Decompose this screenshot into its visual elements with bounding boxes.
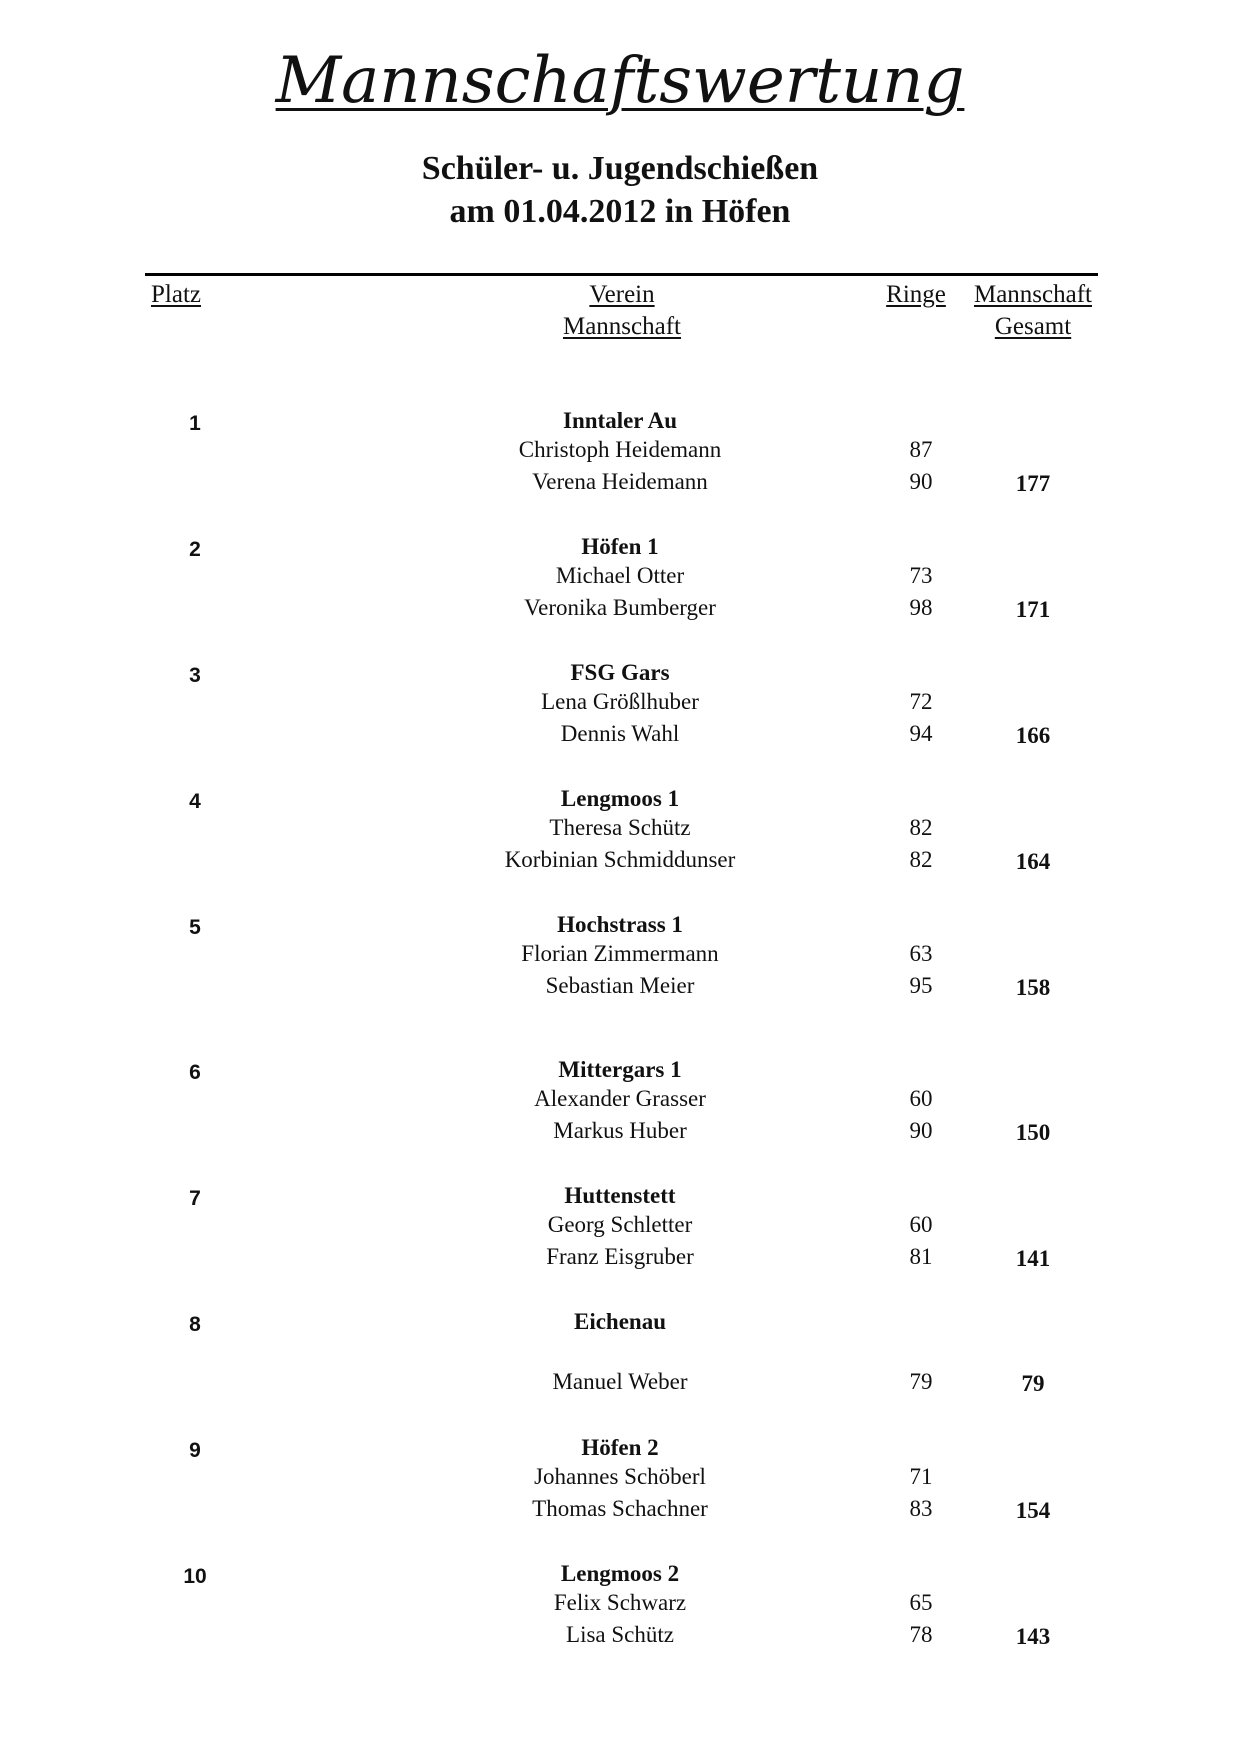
member-rings: 78 [909, 1622, 933, 1647]
team-club-name: Lengmoos 2 [560, 1561, 680, 1586]
member-name: Lisa Schütz [566, 1622, 674, 1647]
member-name: Korbinian Schmiddunser [504, 847, 736, 872]
team-club-name: Mittergars 1 [558, 1057, 682, 1082]
member-rings: 81 [909, 1244, 933, 1269]
member-name: Franz Eisgruber [546, 1244, 694, 1269]
team-total: 79 [1021, 1371, 1045, 1396]
header-rule [145, 273, 1098, 276]
member-name: Verena Heidemann [532, 469, 708, 494]
header-mannschaft-total: Mannschaft [973, 281, 1093, 308]
team-total: 150 [1015, 1120, 1051, 1145]
team-place: 3 [189, 664, 201, 687]
team-place: 1 [189, 412, 201, 435]
member-name: Manuel Weber [552, 1369, 688, 1394]
member-name: Veronika Bumberger [524, 595, 716, 620]
member-name: Johannes Schöberl [534, 1464, 706, 1489]
team-club-name: Eichenau [573, 1309, 667, 1334]
member-name: Felix Schwarz [553, 1590, 687, 1615]
team-total: 166 [1015, 723, 1051, 748]
header-verein: Verein [589, 281, 655, 308]
member-name: Georg Schletter [547, 1212, 693, 1237]
team-total: 143 [1015, 1624, 1051, 1649]
member-rings: 87 [909, 437, 933, 462]
header-platz: Platz [151, 281, 201, 308]
team-total: 171 [1015, 597, 1051, 622]
team-place: 9 [189, 1439, 201, 1462]
member-rings: 73 [909, 563, 933, 588]
team-club-name: Inntaler Au [563, 408, 677, 433]
member-rings: 82 [909, 847, 933, 872]
team-club-name: Höfen 1 [581, 534, 659, 559]
team-club-name: Hochstrass 1 [557, 912, 683, 937]
team-total: 141 [1015, 1246, 1051, 1271]
team-total: 154 [1015, 1498, 1051, 1523]
member-name: Florian Zimmermann [521, 941, 719, 966]
team-place: 7 [189, 1187, 201, 1210]
member-rings: 71 [909, 1464, 933, 1489]
member-rings: 60 [909, 1212, 933, 1237]
member-name: Christoph Heidemann [518, 437, 722, 462]
team-place: 8 [189, 1313, 201, 1336]
team-total: 158 [1015, 975, 1051, 1000]
team-club-name: Lengmoos 1 [560, 786, 680, 811]
member-rings: 90 [909, 1118, 933, 1143]
member-name: Michael Otter [555, 563, 685, 588]
member-rings: 63 [909, 941, 933, 966]
member-name: Markus Huber [553, 1118, 687, 1143]
member-rings: 90 [909, 469, 933, 494]
member-rings: 72 [909, 689, 933, 714]
member-rings: 82 [909, 815, 933, 840]
member-rings: 95 [909, 973, 933, 998]
team-total: 177 [1015, 471, 1051, 496]
header-mannschaft: Mannschaft [562, 313, 682, 340]
member-rings: 94 [909, 721, 933, 746]
page-title: Mannschaftswertung [275, 44, 965, 118]
team-place: 10 [183, 1565, 207, 1588]
team-total: 164 [1015, 849, 1051, 874]
member-name: Alexander Grasser [534, 1086, 706, 1111]
team-place: 6 [189, 1061, 201, 1084]
header-ringe: Ringe [886, 281, 946, 308]
member-rings: 83 [909, 1496, 933, 1521]
member-name: Thomas Schachner [532, 1496, 708, 1521]
team-club-name: Höfen 2 [581, 1435, 659, 1460]
team-place: 4 [189, 790, 201, 813]
member-name: Theresa Schütz [549, 815, 691, 840]
member-name: Lena Größlhuber [541, 689, 699, 714]
member-rings: 98 [909, 595, 933, 620]
team-club-name: FSG Gars [570, 660, 670, 685]
member-rings: 60 [909, 1086, 933, 1111]
header-gesamt: Gesamt [994, 313, 1072, 340]
event-title: Schüler- u. Jugendschießen [421, 150, 819, 187]
team-place: 5 [189, 916, 201, 939]
member-name: Dennis Wahl [560, 721, 680, 746]
team-club-name: Huttenstett [564, 1183, 676, 1208]
member-name: Sebastian Meier [545, 973, 695, 998]
member-rings: 65 [909, 1590, 933, 1615]
member-rings: 79 [909, 1369, 933, 1394]
event-date-location: am 01.04.2012 in Höfen [449, 193, 791, 230]
team-place: 2 [189, 538, 201, 561]
